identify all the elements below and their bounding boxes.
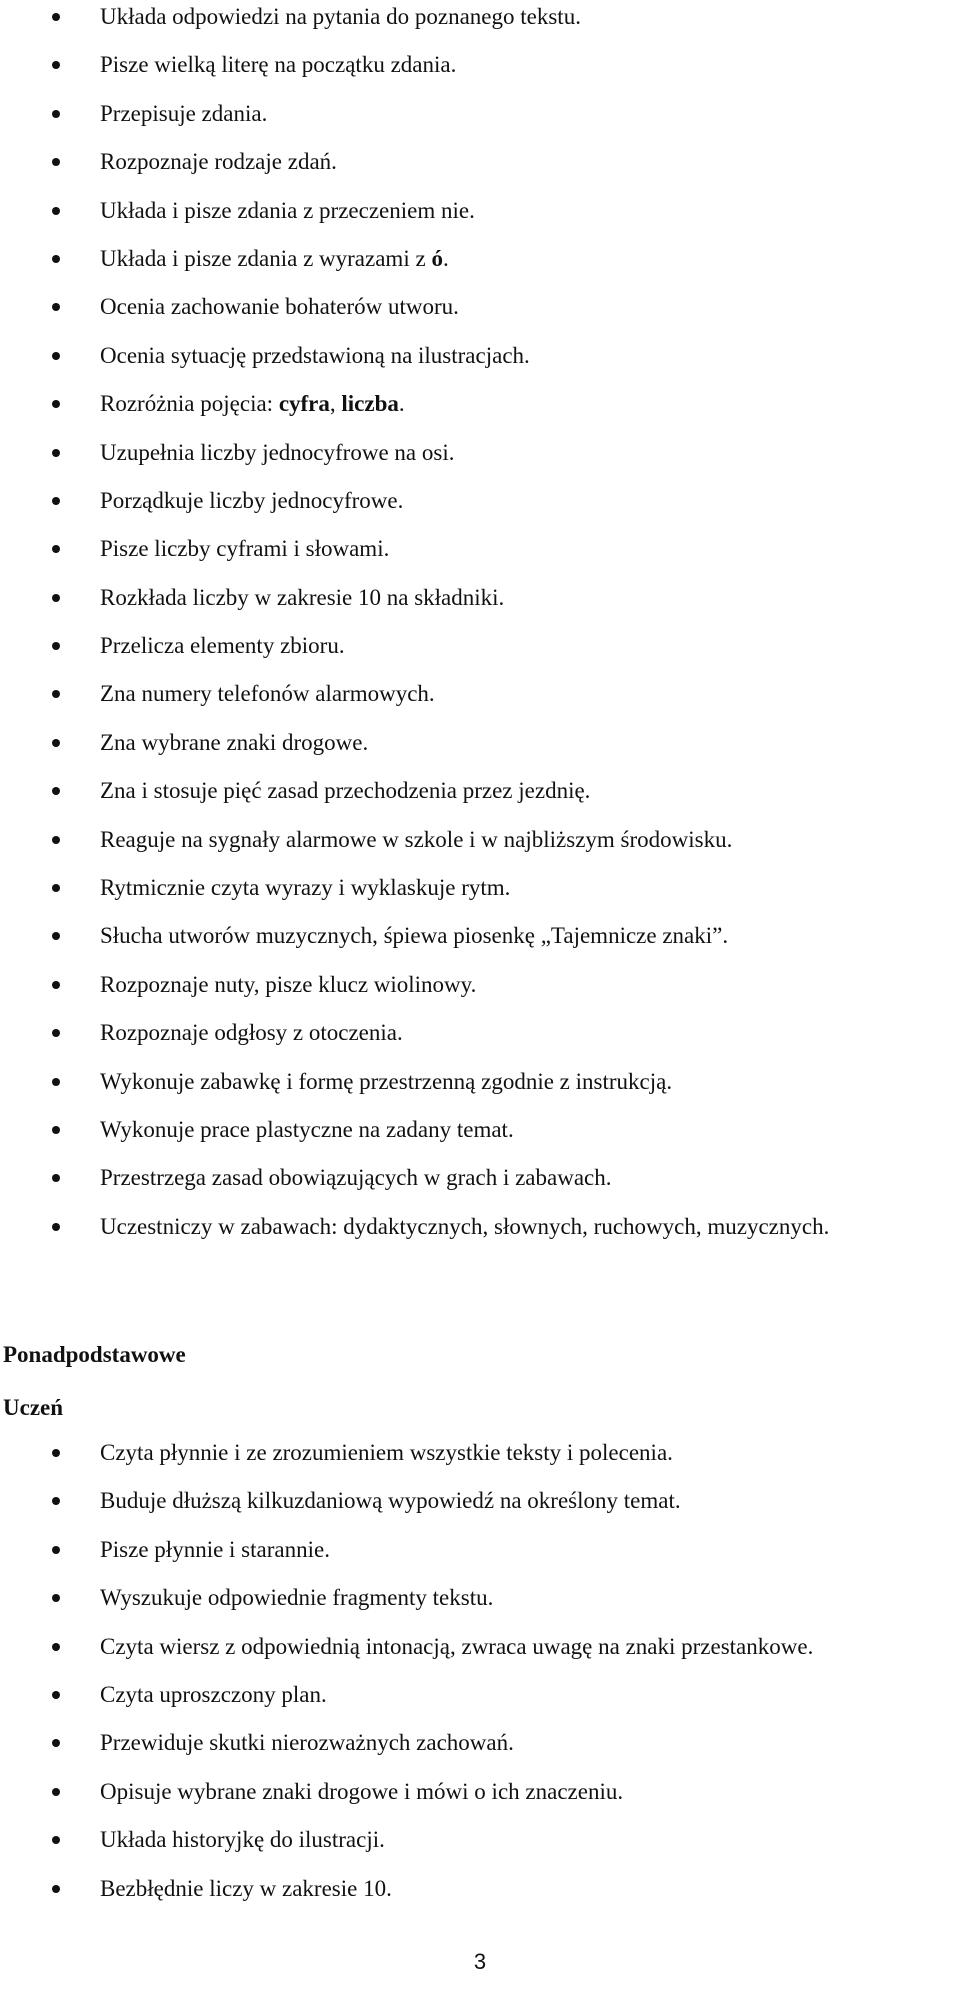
item-text-part: Czyta wiersz z odpowiednią intonacją, zwraca uwagę na znaki przestankowe.	[100, 1633, 814, 1659]
bullet-icon	[52, 1739, 60, 1747]
bullet-icon	[52, 449, 60, 457]
list-item	[0, 50, 960, 98]
bullet-icon	[52, 1546, 60, 1554]
list-item	[0, 2, 960, 50]
list-item-text	[100, 1728, 514, 1758]
list-item-text	[100, 1163, 611, 1193]
list-item	[0, 1115, 960, 1163]
section-heading: Ponadpodstawowe	[3, 1342, 186, 1367]
list-item	[0, 776, 960, 824]
list-item	[0, 1680, 960, 1728]
item-text-part: Czyta płynnie i ze zrozumieniem wszystkie teksty i polecenia.	[100, 1440, 673, 1465]
list-item-text	[100, 1212, 829, 1242]
bullet-icon	[52, 1174, 60, 1182]
item-text-part: Układa i pisze zdania z wyrazami z	[100, 245, 432, 271]
bullet-icon	[52, 497, 60, 505]
item-text-part: Przelicza elementy zbioru.	[100, 633, 345, 659]
list-item	[0, 1067, 960, 1115]
list-item-text	[100, 147, 337, 177]
item-text-part: Buduje dłuższą kilkuzdaniową wypowiedź na określony temat.	[100, 1488, 681, 1514]
bullet-icon	[52, 158, 60, 166]
list-item-text	[100, 1583, 493, 1613]
list-item-text	[100, 438, 454, 468]
list-item-text	[100, 1680, 327, 1710]
item-text-part: Pisze liczby cyframi i słowami.	[100, 536, 390, 562]
list-item	[0, 244, 960, 292]
list-item-text	[100, 1874, 392, 1904]
item-text-part: Zna wybrane znaki drogowe.	[100, 729, 369, 755]
bullet-icon	[52, 1691, 60, 1699]
list-item	[0, 1438, 960, 1486]
bullet-icon	[52, 1497, 60, 1505]
bullet-icon	[52, 1029, 60, 1037]
list-item-text	[100, 341, 530, 371]
bullet-icon	[52, 1449, 60, 1457]
item-text-part: .	[398, 391, 405, 417]
list-item	[0, 970, 960, 1018]
list-item	[0, 438, 960, 486]
list-item	[0, 1018, 960, 1066]
bullet-icon	[52, 1126, 60, 1134]
list-item-text	[100, 196, 475, 226]
list-item-text	[100, 583, 504, 613]
item-text-part: Rozpoznaje nuty, pisze klucz wiolinowy.	[100, 971, 477, 997]
list-item-text	[100, 1632, 813, 1662]
item-text-part: Słucha utworów muzycznych, śpiewa piosenkę „Tajemnicze znaki”.	[100, 923, 729, 949]
item-text-part: Układa historyjkę do ilustracji.	[100, 1827, 385, 1853]
list-item-text	[100, 1486, 681, 1516]
list-item-text	[100, 50, 456, 80]
item-text-part: Rozróżnia pojęcia:	[100, 391, 279, 417]
bullet-icon	[52, 594, 60, 602]
item-text-part: Uzupełnia liczby jednocyfrowe na osi.	[100, 439, 455, 465]
subsection-heading: Uczeń	[3, 1395, 64, 1420]
item-text-part: Przestrzega zasad obowiązujących w grach i zabawach.	[100, 1165, 612, 1191]
list-item	[0, 583, 960, 631]
list-item	[0, 1777, 960, 1825]
list-item-text	[100, 631, 345, 661]
list-item	[0, 631, 960, 679]
bullet-icon	[52, 1594, 60, 1602]
list-item	[0, 921, 960, 969]
page-number: 3	[473, 1949, 487, 1974]
list-item	[0, 1212, 960, 1260]
item-text-part: Przepisuje zdania.	[100, 100, 268, 126]
list-item-text	[100, 486, 403, 516]
list-item	[0, 1632, 960, 1680]
bullet-icon	[52, 787, 60, 795]
item-text-part: Przewiduje skutki nierozważnych zachowań.	[100, 1730, 514, 1756]
list-item	[0, 1583, 960, 1631]
item-text-part: Układa odpowiedzi na pytania do poznanego tekstu.	[100, 4, 581, 29]
list-item	[0, 99, 960, 147]
list-item	[0, 534, 960, 582]
list-item-text	[100, 1535, 330, 1565]
bullet-icon	[52, 981, 60, 989]
list-item-text	[100, 679, 435, 709]
emphasized-term: liczba	[341, 391, 399, 417]
list-item-text	[100, 825, 732, 855]
list-item	[0, 147, 960, 195]
list-item	[0, 679, 960, 727]
bullet-icon	[52, 642, 60, 650]
bullet-icon	[52, 303, 60, 311]
list-item-text	[100, 1067, 672, 1097]
list-item-text	[100, 2, 581, 32]
list-item	[0, 341, 960, 389]
bullet-icon	[52, 1078, 60, 1086]
list-item-text	[100, 292, 459, 322]
bullet-icon	[52, 13, 60, 21]
item-text-part: Bezbłędnie liczy w zakresie 10.	[100, 1875, 392, 1901]
bullet-icon	[52, 1885, 60, 1893]
item-text-part: Wykonuje prace plastyczne na zadany temat.	[100, 1116, 514, 1142]
item-text-part: Czyta uproszczony plan.	[100, 1681, 327, 1707]
list-item	[0, 1874, 960, 1922]
item-text-part: .	[442, 245, 449, 271]
item-text-part: Rytmicznie czyta wyrazy i wyklaskuje rytm.	[100, 875, 511, 901]
list-item	[0, 389, 960, 437]
item-text-part: Układa i pisze zdania z przeczeniem nie.	[100, 197, 475, 223]
bullet-icon	[52, 545, 60, 553]
list-item-text	[100, 1115, 514, 1145]
item-text-part: Reaguje na sygnały alarmowe w szkole i w najbliższym środowisku.	[100, 826, 733, 852]
item-text-part: Pisze wielką literę na początku zdania.	[100, 52, 457, 78]
list-item	[0, 825, 960, 873]
item-text-part: Wykonuje zabawkę i formę przestrzenną zgodnie z instrukcją.	[100, 1068, 673, 1094]
bullet-icon	[52, 1788, 60, 1796]
bullet-icon	[52, 932, 60, 940]
list-item	[0, 1825, 960, 1873]
bullet-icon	[52, 739, 60, 747]
list-item-text	[100, 534, 389, 564]
item-text-part: Pisze płynnie i starannie.	[100, 1536, 330, 1562]
skills-list-advanced	[0, 1438, 960, 1922]
list-item	[0, 1535, 960, 1583]
bullet-icon	[52, 836, 60, 844]
item-text-part: Rozpoznaje odgłosy z otoczenia.	[100, 1020, 403, 1046]
bullet-icon	[52, 690, 60, 698]
item-text-part: Zna numery telefonów alarmowych.	[100, 681, 435, 707]
list-item-text	[100, 389, 405, 419]
list-item	[0, 1728, 960, 1776]
item-text-part: Ocenia sytuację przedstawioną na ilustracjach.	[100, 342, 530, 368]
bullet-icon	[52, 110, 60, 118]
bullet-icon	[52, 352, 60, 360]
item-text-part: Wyszukuje odpowiednie fragmenty tekstu.	[100, 1585, 494, 1611]
list-item-text	[100, 873, 510, 903]
list-item-text	[100, 1777, 623, 1807]
list-item	[0, 486, 960, 534]
list-item	[0, 196, 960, 244]
list-item-text	[100, 1018, 403, 1048]
list-item	[0, 1163, 960, 1211]
skills-list-basic	[0, 2, 960, 1260]
emphasized-term: ó	[431, 245, 443, 271]
bullet-icon	[52, 1223, 60, 1231]
list-item-text	[100, 1825, 385, 1855]
bullet-icon	[52, 400, 60, 408]
bullet-icon	[52, 884, 60, 892]
list-item-text	[100, 244, 449, 274]
list-item	[0, 292, 960, 340]
list-item-text	[100, 970, 476, 1000]
list-item-text	[100, 776, 590, 806]
list-item-text	[100, 99, 267, 129]
list-item-text	[100, 1438, 673, 1468]
item-text-part: Rozkłada liczby w zakresie 10 na składniki.	[100, 584, 505, 610]
item-text-part: Porządkuje liczby jednocyfrowe.	[100, 487, 404, 513]
list-item	[0, 873, 960, 921]
list-item-text	[100, 728, 368, 758]
list-item-text	[100, 921, 728, 951]
bullet-icon	[52, 207, 60, 215]
item-text-part: Rozpoznaje rodzaje zdań.	[100, 149, 337, 175]
list-item	[0, 1486, 960, 1534]
item-text-part: Ocenia zachowanie bohaterów utworu.	[100, 294, 459, 320]
list-item	[0, 728, 960, 776]
item-text-part: Opisuje wybrane znaki drogowe i mówi o ich znaczeniu.	[100, 1778, 624, 1804]
bullet-icon	[52, 255, 60, 263]
bullet-icon	[52, 1643, 60, 1651]
bullet-icon	[52, 61, 60, 69]
emphasized-term: cyfra	[278, 391, 330, 417]
item-text-part: Uczestniczy w zabawach: dydaktycznych, słownych, ruchowych, muzycznych.	[100, 1213, 830, 1239]
item-text-part: Zna i stosuje pięć zasad przechodzenia przez jezdnię.	[100, 778, 591, 804]
item-text-part: ,	[329, 391, 342, 417]
bullet-icon	[52, 1836, 60, 1844]
